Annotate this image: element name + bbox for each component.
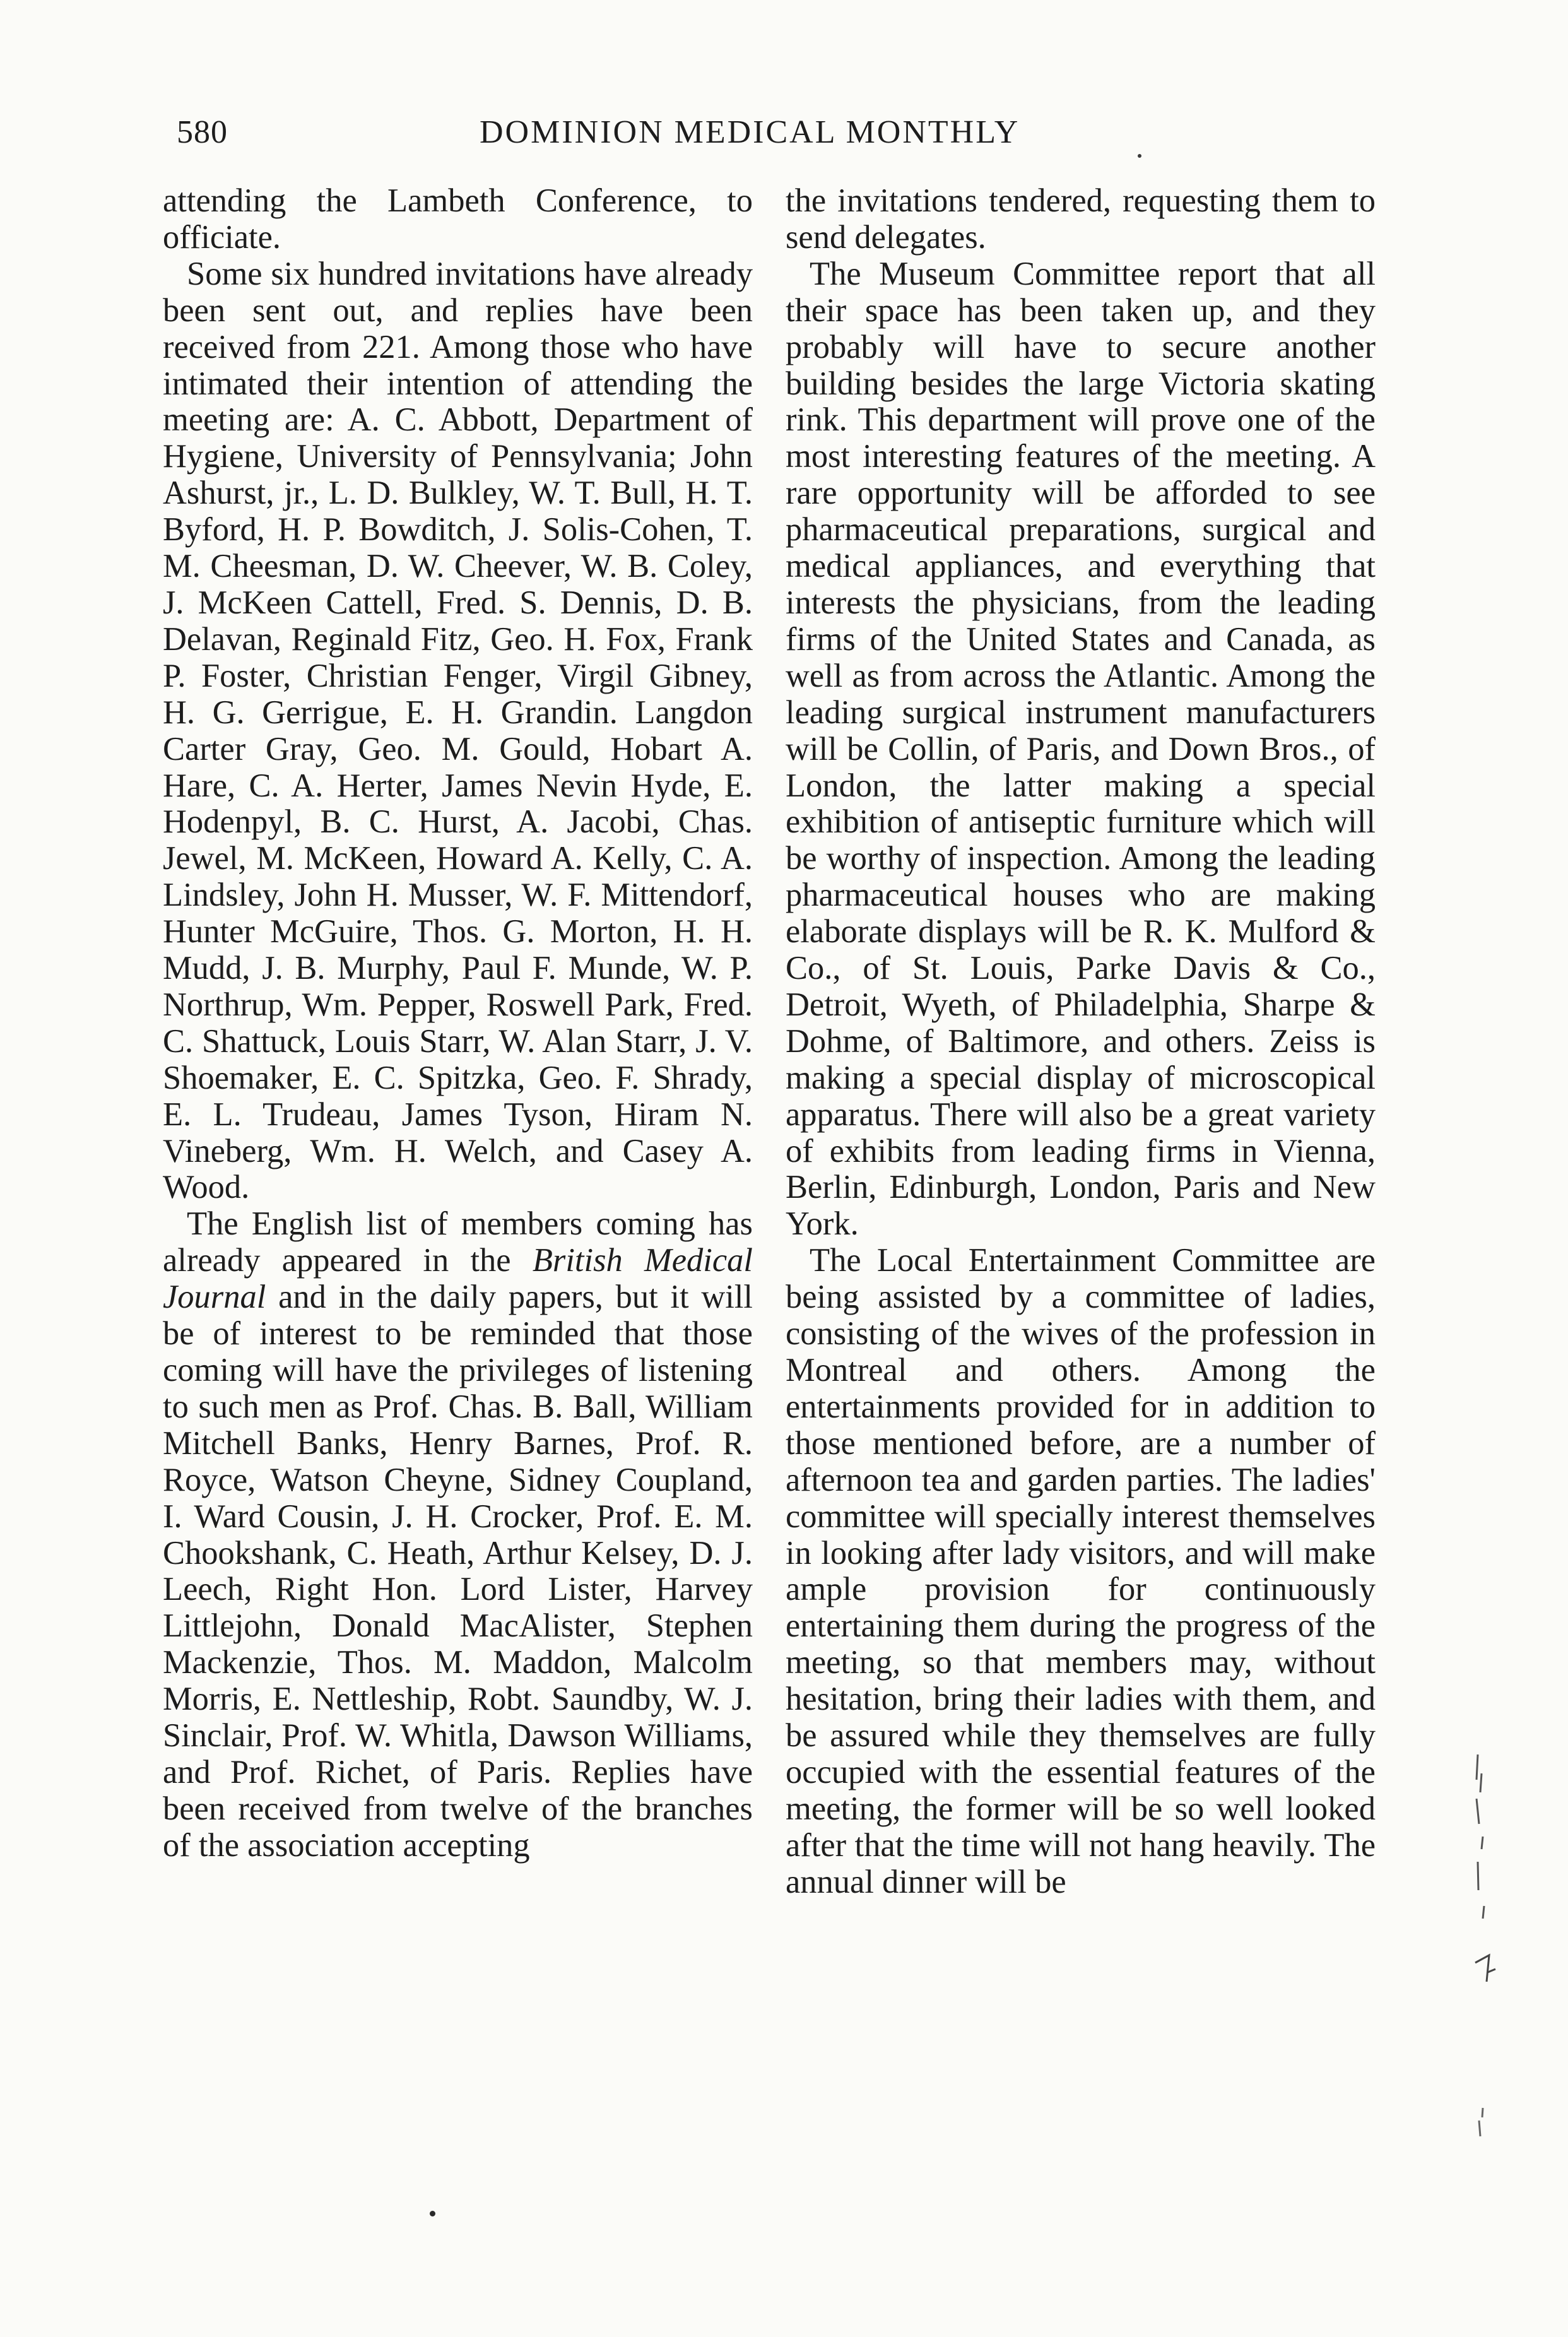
left-paragraph-3-start: The English list of members coming has already appeared in the xyxy=(163,1205,753,1279)
left-paragraph-1: attending the Lambeth Conference, to officiate. xyxy=(163,182,753,256)
page-footer-dot xyxy=(430,2211,435,2216)
right-paragraph-1: the invitations tendered, requesting them to send delegates. xyxy=(786,182,1376,256)
right-paragraph-2: The Museum Committee report that all their space has been taken up, and they probably will have to secure another building besides the large Victoria skating rink. This department will prove one of the most interesting features of the meeting. A rare opportunity will be afforded to see pharmaceutical preparations, surgical and medical appliances, and everything that interests the physicians, from the leading firms of the United States and Canada, as well as from across the Atlantic. Among the leading surgical instrument manufacturers will be Collin, of Paris, and Down Bros., of London, the latter making a special exhibition of antiseptic furniture which will be worthy of inspection. Among the leading pharmaceutical houses who are making elaborate displays will be R. K. Mulford & Co., of St. Louis, Parke Davis & Co., Detroit, Wyeth, of Philadelphia, Sharpe & Dohme, of Baltimore, and others. Zeiss is making a special display of microscopical apparatus. There will also be a great variety of exhibits from leading firms in Vienna, Berlin, Edinburgh, London, Paris and New York. xyxy=(786,255,1376,1243)
left-paragraph-3-rest: and in the daily papers, but it will be of interest to be reminded that those coming will have the privileges of listening to such men as Prof. Chas. B. Ball, William Mitchell Banks, Henry Barnes, Prof. R. Royce, Watson Cheyne, Sidney Coupland, I. Ward Cousin, J. H. Crocker, Prof. E. M. Chookshank, C. Heath, Arthur Kelsey, D. J. Leech, Right Hon. Lord Lister, Harvey Littlejohn, Donald MacAlister, Stephen Mackenzie, Thos. M. Maddon, Malcolm Morris, E. Nettleship, Robt. Saundby, W. J. Sinclair, Prof. W. Whitla, Dawson Williams, and Prof. Richet, of Paris. Replies have been received from twelve of the branches of the association accepting xyxy=(163,1279,753,1864)
print-speck xyxy=(1138,154,1141,158)
running-title: DOMINION MEDICAL MONTHLY xyxy=(480,114,1020,150)
journal-title: British Medical Journal xyxy=(163,1242,753,1316)
page-number: 580 xyxy=(177,114,228,150)
left-paragraph-2: Some six hundred invitations have already been sent out, and replies have been received from 221. Among those who have intimated their intention of attending the meeting are: A. C. Abbott, Department of Hygiene, University of Pennsylvania; John Ashurst, jr., L. D. Bulkley, W. T. Bull, H. T. Byford, H. P. Bowditch, J. Solis-Cohen, T. M. Cheesman, D. W. Cheever, W. B. Coley, J. McKeen Cattell, Fred. S. Dennis, D. B. Delavan, Reginald Fitz, Geo. H. Fox, Frank P. Foster, Christian Fenger, Virgil Gibney, H. G. Gerrigue, E. H. Grandin. Langdon Carter Gray, Geo. M. Gould, Hobart A. Hare, C. A. Herter, James Nevin Hyde, E. Hodenpyl, B. C. Hurst, A. Jacobi, Chas. Jewel, M. McKeen, Howard A. Kelly, C. A. Lindsley, John H. Musser, W. F. Mittendorf, Hunter McGuire, Thos. G. Morton, H. H. Mudd, J. B. Murphy, Paul F. Munde, W. P. Northrup, Wm. Pepper, Roswell Park, Fred. C. Shattuck, Louis Starr, W. Alan Starr, J. V. Shoemaker, E. C. Spitzka, Geo. F. Shrady, E. L. Trudeau, James Tyson, Hiram N. Vineberg, Wm. H. Welch, and Casey A. Wood. xyxy=(163,255,753,1206)
right-paragraph-3: The Local Entertainment Committee are being assisted by a committee of ladies, consisting of the wives of the profession in Montreal and others. Among the entertainments provided for in addition to those mentioned before, are a number of afternoon tea and garden parties. The ladies' committee will specially interest themselves in looking after lady visitors, and will make ample provision for continuously entertaining them during the progress of the meeting, so that members may, without hesitation, bring their ladies with them, and be assured while they themselves are fully occupied with the essential features of the meeting, the former will be so well looked after that the time will not hang heavily. The annual dinner will be xyxy=(786,1242,1376,1900)
margin-marks xyxy=(1470,1754,1508,2146)
page-header xyxy=(0,114,1568,164)
left-column xyxy=(163,183,753,1864)
left-paragraph-3 xyxy=(163,1206,753,1864)
right-column xyxy=(786,183,1376,1901)
